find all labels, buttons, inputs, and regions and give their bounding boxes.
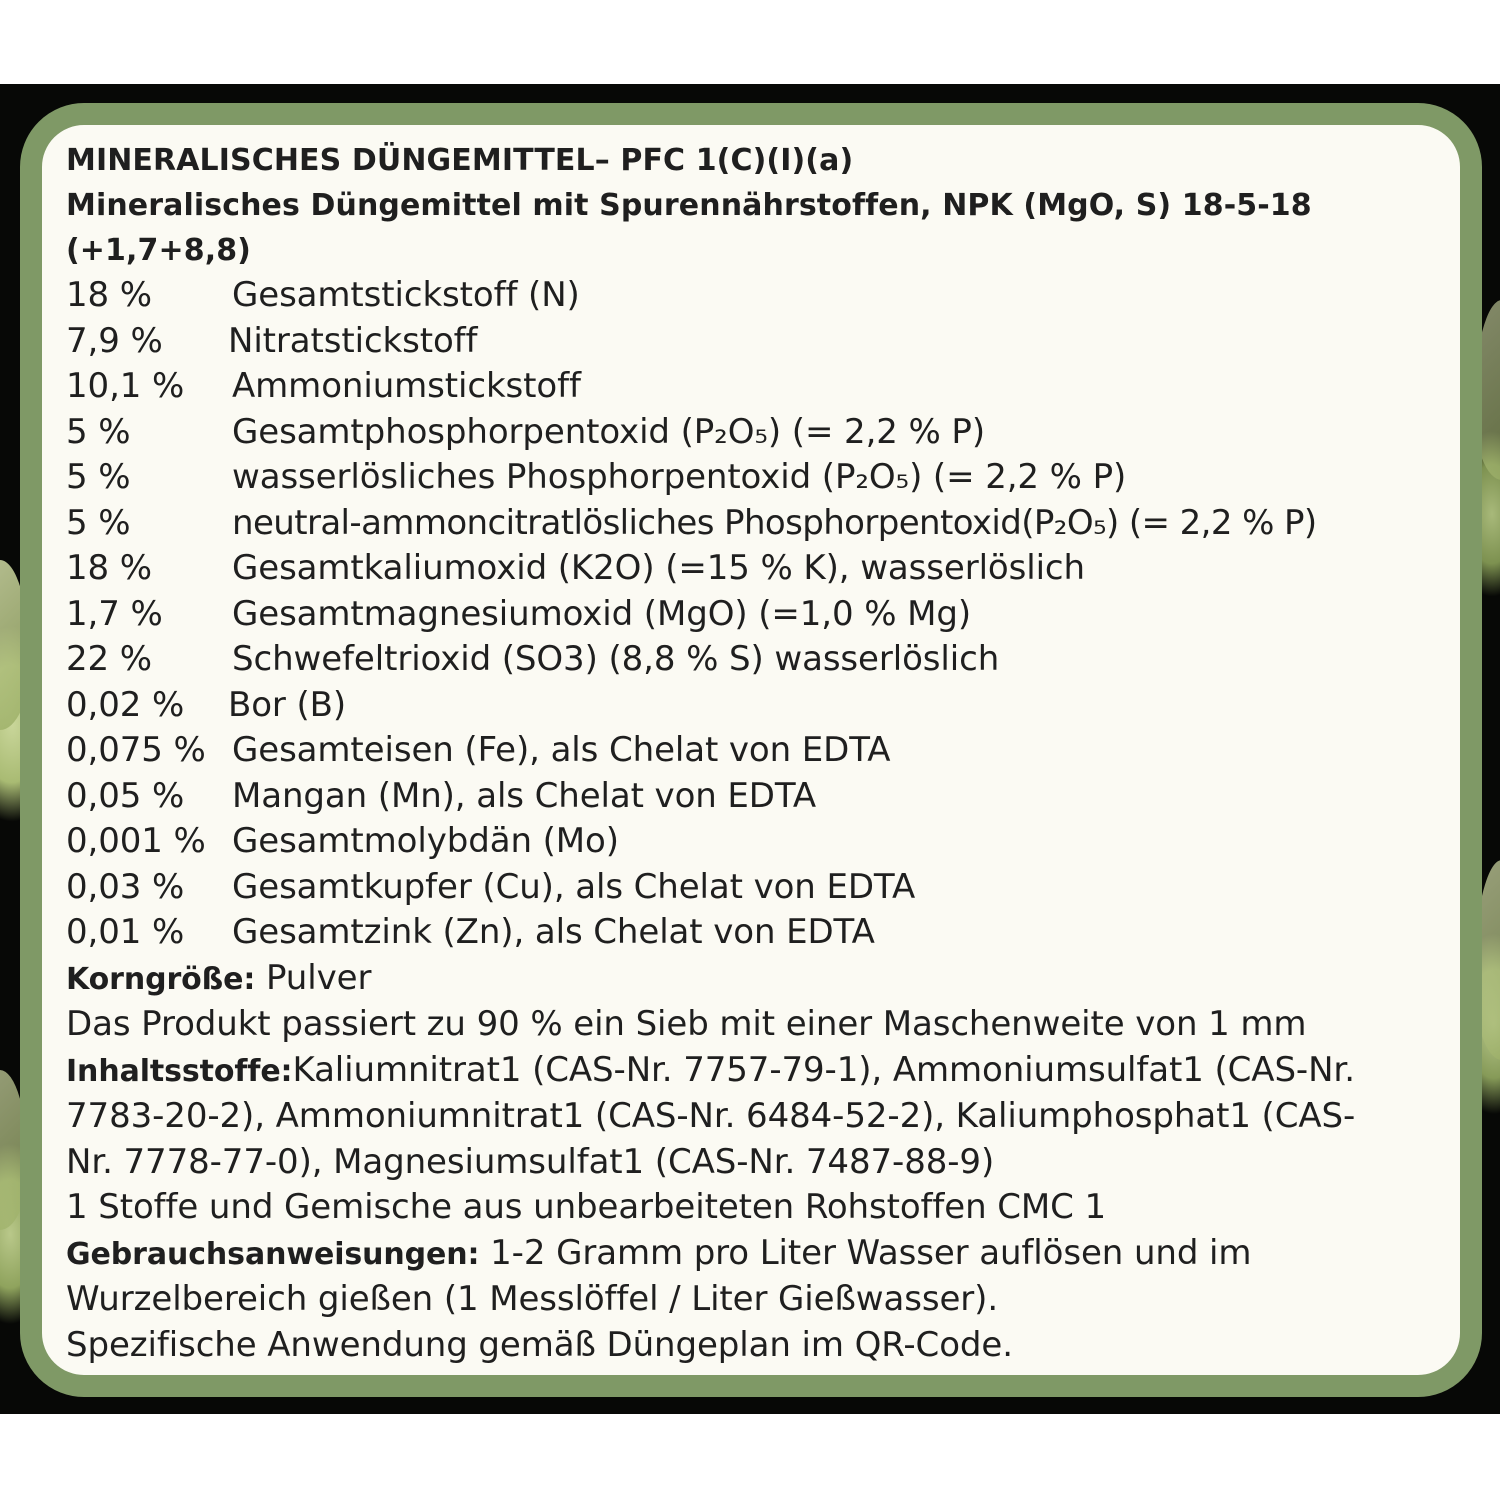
usage-line1 <box>66 1231 1446 1278</box>
sieve-text: Das Produkt passiert zu 90 % ein Sieb mit einer Maschenweite von 1 mm <box>66 1004 1307 1044</box>
nutrient-row <box>66 819 1446 865</box>
grain-size-label: Korngröße: <box>66 961 256 997</box>
nutrient-description: Mangan (Mn), als Chelat von EDTA <box>232 775 817 816</box>
nutrient-percent: 0,001 % <box>66 821 206 861</box>
nutrient-percent: 18 % <box>66 548 152 588</box>
nutrient-row <box>66 410 1446 456</box>
usage-line2: Wurzelbereich gießen (1 Messlöffel / Liter Gießwasser). <box>66 1279 999 1319</box>
nutrient-description: Nitratstickstoff <box>228 320 478 361</box>
usage-line3: Spezifische Anwendung gemäß Düngeplan im QR-Code. <box>66 1324 1013 1365</box>
product-title: MINERALISCHES DÜNGEMITTEL– PFC 1(C)(I)(a) <box>66 143 854 178</box>
nutrient-row <box>66 683 1446 729</box>
nutrient-percent: 18 % <box>66 275 152 315</box>
nutrient-description: Schwefeltrioxid (SO3) (8,8 % S) wasserlöslich <box>232 639 1000 679</box>
nutrient-description: neutral-ammoncitratlösliches Phosphorpentoxid(P₂O₅) (= 2,2 % P) <box>232 502 1317 543</box>
nutrient-percent: 10,1 % <box>66 366 185 406</box>
nutrient-row <box>66 455 1446 501</box>
nutrient-percent: 22 % <box>66 639 152 679</box>
nutrient-description: Bor (B) <box>228 684 347 725</box>
nutrient-percent: 0,075 % <box>66 730 206 770</box>
nutrient-description: Gesamtkaliumoxid (K2O) (=15 % K), wasserlöslich <box>232 548 1085 588</box>
ingredients-text: Kaliumnitrat1 (CAS-Nr. 7757-79-1), Ammoniumsulfat1 (CAS-Nr. <box>292 1049 1355 1090</box>
nutrient-row <box>66 319 1446 365</box>
nutrient-description: Gesamtmagnesiumoxid (MgO) (=1,0 % Mg) <box>232 593 972 634</box>
nutrient-description: wasserlösliches Phosphorpentoxid (P₂O₅) (= 2,2 % P) <box>232 457 1127 497</box>
nutrient-row <box>66 273 1446 319</box>
nutrient-row <box>66 364 1446 410</box>
nutrient-row <box>66 546 1446 592</box>
grain-size <box>66 956 1446 1003</box>
nutrient-table <box>66 273 1446 956</box>
nutrient-description: Ammoniumstickstoff <box>232 366 581 406</box>
label-content <box>66 138 1446 1368</box>
nutrient-row <box>66 910 1446 956</box>
nutrient-row <box>66 637 1446 683</box>
nutrient-row <box>66 592 1446 638</box>
nutrient-description: Gesamtmolybdän (Mo) <box>232 821 619 861</box>
footnote: 1 Stoffe und Gemische aus unbearbeiteten Rohstoffen CMC 1 <box>66 1187 1106 1227</box>
nutrient-percent: 5 % <box>66 502 131 543</box>
nutrient-row <box>66 774 1446 820</box>
product-subtitle-line1: Mineralisches Düngemittel mit Spurennährstoffen, NPK (MgO, S) 18-5-18 <box>66 188 1312 223</box>
nutrient-description: Gesamteisen (Fe), als Chelat von EDTA <box>232 730 891 770</box>
ingredients-line2: 7783-20-2), Ammoniumnitrat1 (CAS-Nr. 6484-52-2), Kaliumphosphat1 (CAS- <box>66 1096 1356 1136</box>
nutrient-description: Gesamtkupfer (Cu), als Chelat von EDTA <box>232 866 916 907</box>
ingredients-label: Inhaltsstoffe: <box>66 1053 293 1089</box>
nutrient-description: Gesamtphosphorpentoxid (P₂O₅) (= 2,2 % P) <box>232 411 985 452</box>
grain-size-value: Pulver <box>255 957 372 998</box>
nutrient-description: Gesamtstickstoff (N) <box>232 275 580 315</box>
nutrient-row <box>66 865 1446 911</box>
product-subtitle-line2: (+1,7+8,8) <box>66 233 251 268</box>
nutrient-description: Gesamtzink (Zn), als Chelat von EDTA <box>232 912 875 952</box>
usage-text: 1-2 Gramm pro Liter Wasser auflösen und im <box>479 1232 1252 1273</box>
nutrient-percent: 0,05 % <box>66 775 185 816</box>
nutrient-percent: 0,01 % <box>66 912 185 952</box>
nutrient-row <box>66 728 1446 774</box>
ingredients-line1 <box>66 1048 1446 1095</box>
nutrient-percent: 5 % <box>66 457 131 497</box>
nutrient-percent: 1,7 % <box>66 593 163 634</box>
ingredients-line3: Nr. 7778-77-0), Magnesiumsulfat1 (CAS-Nr. 7487-88-9) <box>66 1141 995 1182</box>
nutrient-percent: 5 % <box>66 411 131 452</box>
nutrient-percent: 7,9 % <box>66 320 163 361</box>
nutrient-row <box>66 501 1446 547</box>
usage-label: Gebrauchsanweisungen: <box>66 1236 480 1272</box>
nutrient-percent: 0,02 % <box>66 684 185 725</box>
nutrient-percent: 0,03 % <box>66 866 185 907</box>
